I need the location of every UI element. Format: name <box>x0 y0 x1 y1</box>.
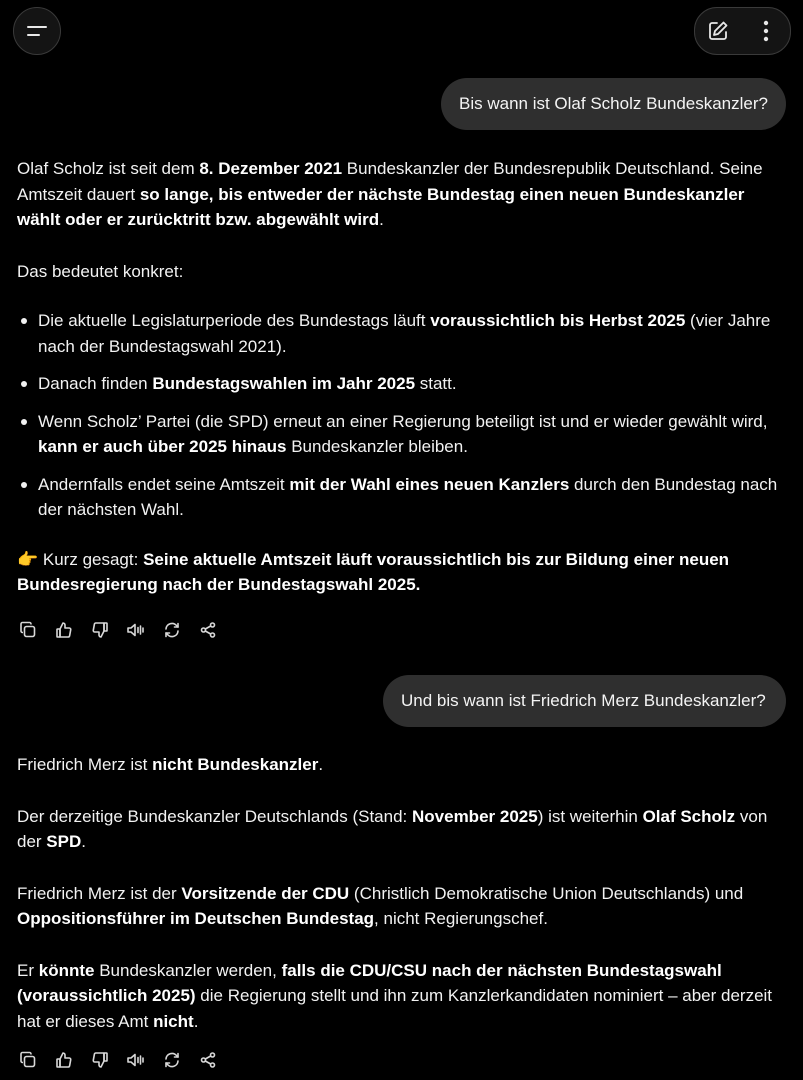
message-paragraph <box>17 259 787 285</box>
text-run: durch den Bundestag nach der nächsten Wahl. <box>38 474 778 519</box>
message-paragraph <box>17 156 787 233</box>
thumbs-down-icon <box>91 621 109 639</box>
share-icon <box>199 1051 217 1069</box>
sidebar-menu-button[interactable] <box>13 7 61 55</box>
bold-text: Oppositionsführer im Deutschen Bundestag <box>17 909 375 928</box>
text-run: 👉 Kurz gesagt: <box>17 549 144 569</box>
text-run: Bundeskanzler der Bundesrepublik Deutschland. Seine Amtszeit dauert <box>17 159 763 204</box>
text-run: Friedrich Merz ist <box>17 755 153 774</box>
copy-button[interactable] <box>17 1049 39 1071</box>
text-run: Friedrich Merz ist der <box>17 883 182 903</box>
bold-text: falls die CDU/CSU nach der nächsten Bundestagswahl (voraussichtlich 2025) <box>17 960 722 1005</box>
message-paragraph <box>17 958 787 1035</box>
thumbs-up-button[interactable] <box>53 1049 75 1071</box>
message-actions <box>17 1049 233 1071</box>
bold-text: kann er auch über 2025 hinaus <box>38 437 287 456</box>
thumbs-down-button[interactable] <box>89 1049 111 1071</box>
bold-text: November 2025 <box>412 806 538 826</box>
thumbs-up-icon <box>55 1051 73 1069</box>
text-run: von der <box>17 806 768 851</box>
text-run: Die aktuelle Legislaturperiode des Bundestags läuft <box>38 311 431 330</box>
text-run: die Regierung stellt und ihn zum Kanzlerkandidaten nominiert – aber derzeit hat er dieses Amt <box>17 986 773 1031</box>
top-bar <box>0 0 803 62</box>
copy-icon <box>19 621 37 639</box>
summary-paragraph <box>17 547 787 598</box>
text-run: . <box>193 1011 199 1031</box>
bold-text: könnte <box>38 960 95 980</box>
more-options-button[interactable] <box>753 18 779 44</box>
menu-icon <box>26 24 48 38</box>
assistant-message <box>17 156 787 598</box>
message-paragraph <box>17 881 787 932</box>
bold-text: SPD <box>46 832 82 851</box>
share-icon <box>199 621 217 639</box>
text-run: (vier Jahre nach der Bundestagswahl 2021). <box>38 311 771 356</box>
user-message-bubble: Und bis wann ist Friedrich Merz Bundeskanzler? <box>383 675 786 727</box>
read-aloud-button[interactable] <box>125 1049 147 1071</box>
text-run: (Christlich Demokratische Union Deutschlands) und <box>349 883 744 903</box>
regenerate-icon <box>163 1051 181 1069</box>
message-paragraph <box>17 804 787 855</box>
thumbs-down-icon <box>91 1051 109 1069</box>
thumbs-down-button[interactable] <box>89 619 111 641</box>
bold-text: 8. Dezember 2021 <box>199 159 343 178</box>
list-item <box>17 371 787 397</box>
text-run: Danach finden <box>38 374 153 393</box>
bold-text: nicht Bundeskanzler <box>152 755 319 774</box>
text-run: ) ist weiterhin <box>537 806 643 826</box>
list-item <box>17 409 787 460</box>
bold-text: nicht <box>153 1011 194 1031</box>
bold-text: Seine aktuelle Amtszeit läuft voraussichtlich bis zur Bildung einer neuen Bundesregierung nach der Bundestagswahl 2025. <box>17 549 730 594</box>
list-item <box>17 472 787 523</box>
bold-text: voraussichtlich bis Herbst 2025 <box>430 311 686 330</box>
list-item <box>17 308 787 359</box>
regenerate-button[interactable] <box>161 619 183 641</box>
text-run: . <box>81 832 86 851</box>
bold-text: so lange, bis entweder der nächste Bundestag einen neuen Bundeskanzler wählt oder er zurücktritt bzw. abgewählt wird <box>17 184 745 229</box>
bold-text: Vorsitzende der CDU <box>181 883 350 903</box>
text-run: Olaf Scholz ist seit dem <box>17 159 200 178</box>
bold-text: Olaf Scholz <box>642 806 736 826</box>
edit-icon <box>707 20 729 42</box>
more-vertical-icon <box>763 20 769 42</box>
thumbs-up-button[interactable] <box>53 619 75 641</box>
message-paragraph <box>17 752 787 778</box>
text-run: , nicht Regierungschef. <box>374 909 548 928</box>
regenerate-icon <box>163 621 181 639</box>
user-message-bubble: Bis wann ist Olaf Scholz Bundeskanzler? <box>441 78 786 130</box>
text-run: . <box>379 210 384 229</box>
text-run: Der derzeitige Bundeskanzler Deutschlands (Stand: <box>17 806 412 826</box>
copy-icon <box>19 1051 37 1069</box>
text-run: Bundeskanzler werden, <box>94 960 282 980</box>
copy-button[interactable] <box>17 619 39 641</box>
read-aloud-icon <box>126 1051 146 1069</box>
text-run: Das bedeutet konkret: <box>17 261 184 281</box>
bold-text: Bundestagswahlen im Jahr 2025 <box>152 374 416 393</box>
text-run: Wenn Scholz’ Partei (die SPD) erneut an einer Regierung beteiligt ist und er wieder gewählt wird, <box>38 411 768 431</box>
header-actions-pill <box>694 7 791 55</box>
assistant-message <box>17 752 787 1034</box>
share-button[interactable] <box>197 1049 219 1071</box>
bullet-list <box>17 308 787 523</box>
new-chat-button[interactable] <box>705 18 731 44</box>
read-aloud-button[interactable] <box>125 619 147 641</box>
message-actions <box>17 619 233 641</box>
text-run: Andernfalls endet seine Amtszeit <box>38 474 290 494</box>
read-aloud-icon <box>126 621 146 639</box>
text-run: Bundeskanzler bleiben. <box>286 437 468 456</box>
thumbs-up-icon <box>55 621 73 639</box>
regenerate-button[interactable] <box>161 1049 183 1071</box>
text-run: . <box>318 755 324 774</box>
share-button[interactable] <box>197 619 219 641</box>
bold-text: mit der Wahl eines neuen Kanzlers <box>289 474 570 494</box>
text-run: Er <box>17 960 39 980</box>
text-run: statt. <box>415 374 457 393</box>
